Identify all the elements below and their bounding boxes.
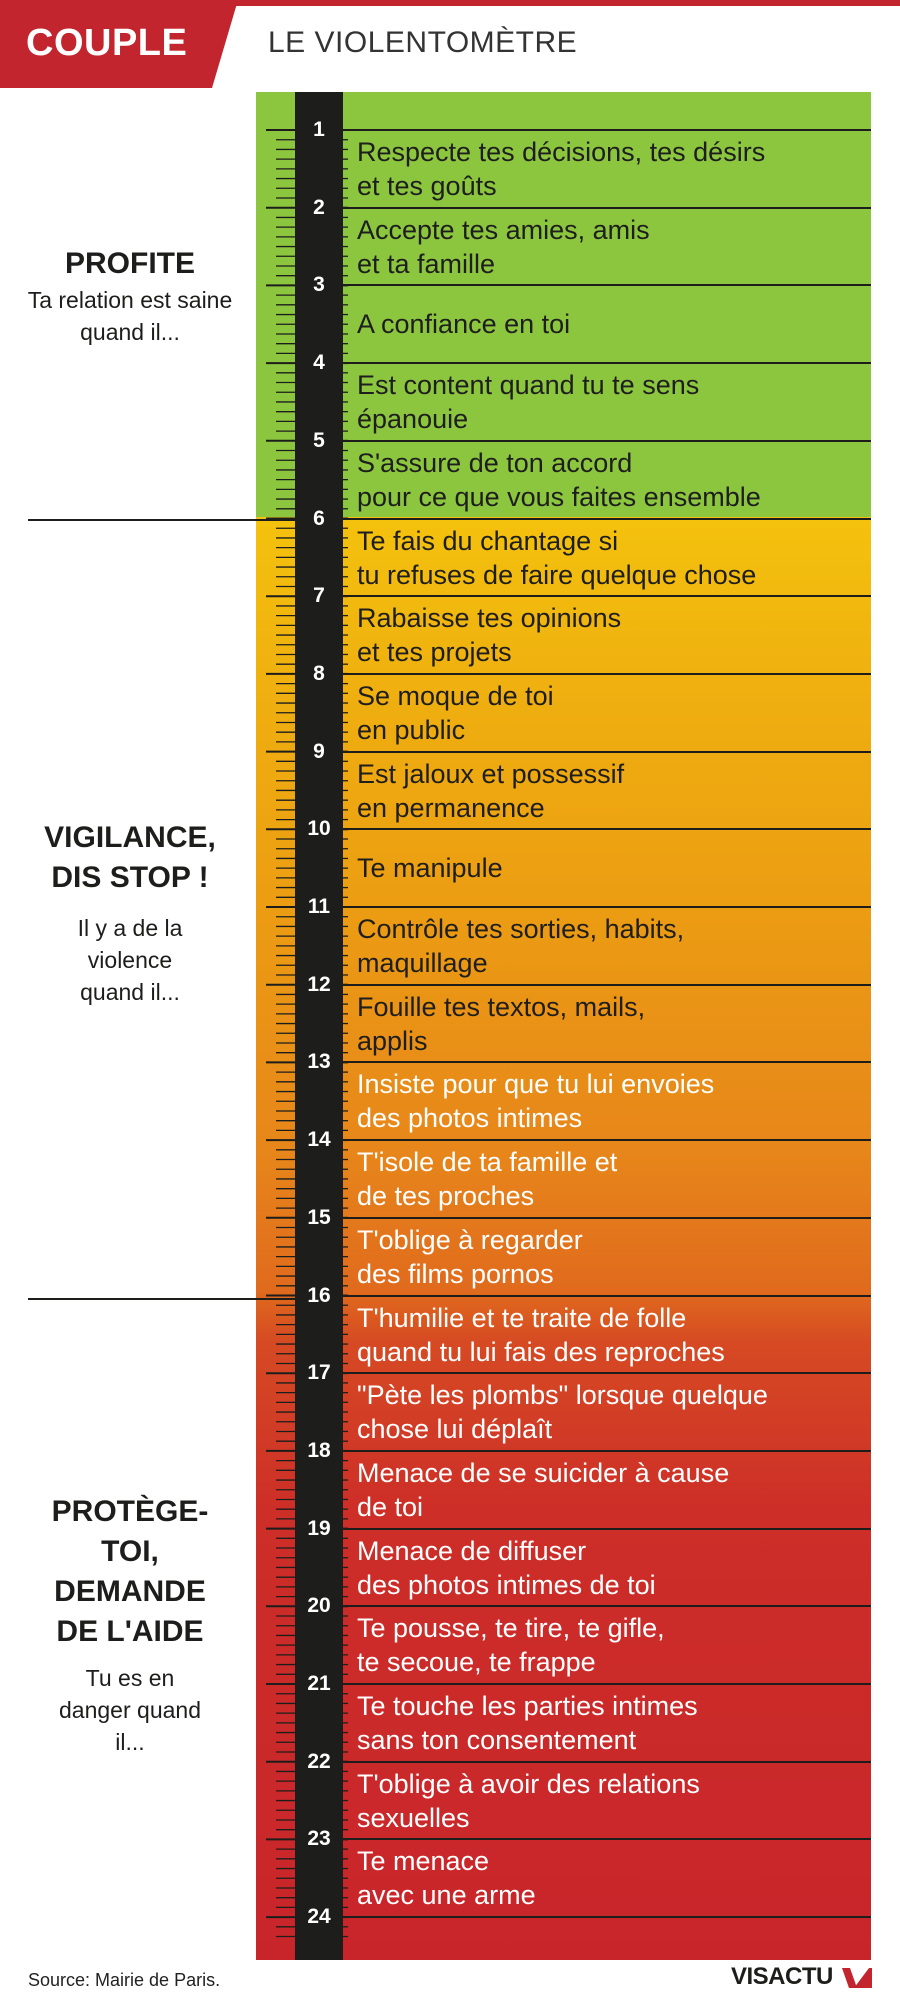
behaviour-line-1: Menace de diffuser [357,1535,587,1566]
behaviour-item [357,1611,857,1679]
item-divider [343,1295,871,1297]
behaviour-line-2: quand tu lui fais des reproches [357,1336,725,1367]
behaviour-line-2: te secoue, te frappe [357,1647,596,1678]
behaviour-item [357,851,857,885]
behaviour-line-2: pour ce que vous faites ensemble [357,481,761,512]
scale-number: 20 [307,1594,331,1618]
behaviour-item [357,1223,857,1291]
logo-text: VISACTU [730,1963,833,1990]
behaviour-line-1: S'assure de ton accord [357,447,633,478]
scale-number: 6 [313,506,325,530]
item-divider [343,673,871,675]
zone-separator [28,519,296,521]
item-divider [343,129,871,131]
behaviour-item [357,368,857,436]
behaviour-line-1: Te menace [357,1846,490,1877]
item-divider [343,1139,871,1141]
item-divider [343,1838,871,1840]
item-divider [343,207,871,209]
scale-number: 22 [307,1749,331,1773]
scale-number: 21 [307,1672,331,1695]
zone-title: PROFITE [64,247,195,280]
item-divider [343,1605,871,1607]
item-divider [343,1217,871,1219]
behaviour-item [357,1456,857,1524]
behaviour-item [357,1844,857,1912]
item-divider [343,1761,871,1763]
item-divider [343,1683,871,1685]
behaviour-line-1: Respecte tes décisions, tes désirs [357,137,766,167]
behaviour-line-2: tu refuses de faire quelque chose [357,559,757,590]
behaviour-line-1: Te pousse, te tire, te gifle, [357,1613,665,1644]
behaviour-line-2: épanouie [357,404,469,435]
behaviour-line-1: Contrôle tes sorties, habits, [357,914,685,944]
scale-number: 2 [313,195,325,219]
zone-separator [28,1298,296,1300]
item-divider [343,906,871,908]
behaviour-line-2: en permanence [357,792,545,823]
ruler-ticks-left [256,122,296,1944]
scale-number: 10 [307,817,331,841]
scale-number: 16 [307,1283,331,1307]
behaviour-item [357,135,857,203]
item-divider [343,828,871,830]
behaviour-item [357,1301,857,1369]
behaviour-line-2: des films pornos [357,1258,554,1289]
behaviour-line-1: T'isole de ta famille et [357,1147,618,1178]
zone-title: PROTÈGE-TOI, DEMANDE DE L'AIDE [51,1495,209,1648]
behaviour-line-2: avec une arme [357,1880,536,1911]
behaviour-line-1: Est jaloux et possessif [357,758,625,789]
behaviour-item [357,1378,857,1446]
behaviour-line-2: applis [357,1025,428,1056]
zone-label-vigilance [40,818,220,1008]
behaviour-line-2: maquillage [357,948,488,978]
item-divider [343,440,871,442]
behaviour-item [357,307,857,341]
behaviour-item [357,446,857,514]
behaviour-item [357,1145,857,1213]
behaviour-item [357,1534,857,1602]
page-title: LE VIOLENTOMÈTRE [268,26,578,59]
behaviour-line-2: sexuelles [357,1802,470,1833]
behaviour-line-2: des photos intimes de toi [357,1569,656,1600]
header-tag [0,0,238,88]
behaviour-line-1: A confiance en toi [357,309,571,340]
scale-number: 3 [313,273,325,297]
behaviour-line-1: Rabaisse tes opinions [357,603,622,634]
scale-number: 23 [307,1827,331,1851]
scale-number: 19 [307,1516,331,1540]
behaviour-line-1: "Pète les plombs" lorsque quelque [357,1380,768,1411]
behaviour-line-1: Insiste pour que tu lui envoies [357,1069,715,1100]
zone-subtitle: Tu es en danger quand il... [59,1665,201,1755]
scale-number: 24 [307,1905,331,1929]
scale-number: 14 [307,1128,331,1152]
behaviour-line-2: de tes proches [357,1181,535,1212]
scale-number: 13 [307,1050,331,1074]
behaviour-line-1: Fouille tes textos, mails, [357,991,646,1022]
zone-label-healthy [20,244,240,348]
behaviour-item [357,524,857,592]
behaviour-line-2: des photos intimes [357,1103,583,1134]
zone-label-danger [45,1492,215,1758]
scale-number: 8 [313,661,325,685]
scale-number: 9 [313,739,325,763]
behaviour-item [357,601,857,669]
behaviour-item [357,990,857,1058]
zone-title: VIGILANCE, DIS STOP ! [44,821,216,894]
item-divider [343,751,871,753]
behaviour-item [357,1767,857,1835]
behaviour-line-1: T'oblige à avoir des relations [357,1768,700,1799]
scale-number: 17 [307,1361,331,1385]
behaviour-item [357,757,857,825]
behaviour-line-1: Se moque de toi [357,680,554,711]
behaviour-line-2: et ta famille [357,248,496,279]
header-tag-label: COUPLE [26,22,188,64]
behaviour-line-1: Te touche les parties intimes [357,1691,698,1721]
behaviour-line-2: en public [357,714,466,745]
header-rule [228,0,900,6]
item-divider [343,1061,871,1063]
item-divider [343,595,871,597]
publisher-logo [731,1963,872,1991]
behaviour-line-2: sans ton consentement [357,1725,637,1755]
behaviour-line-2: et tes projets [357,637,512,668]
behaviour-line-1: T'humilie et te traite de folle [357,1302,687,1333]
scale-number: 12 [307,972,331,996]
item-divider [343,1372,871,1374]
item-divider [343,1450,871,1452]
item-divider [343,284,871,286]
behaviour-item [357,213,857,281]
behaviour-item [357,1689,857,1757]
behaviour-line-2: chose lui déplaît [357,1414,553,1445]
behaviour-line-1: Accepte tes amies, amis [357,214,650,245]
behaviour-line-1: Menace de se suicider à cause [357,1457,730,1488]
scale-number: 11 [307,895,331,918]
ruler-ticks-right [343,122,348,1944]
behaviour-line-1: T'oblige à regarder [357,1224,583,1255]
zone-subtitle: Il y a de la violence quand il... [77,915,183,1005]
zone-subtitle: Ta relation est saine quand il... [27,287,233,345]
logo-mark-icon [842,1966,872,1990]
scale-number: 4 [313,351,325,375]
item-divider [343,362,871,364]
item-divider [343,984,871,986]
scale-number: 18 [307,1438,331,1462]
behaviour-line-2: de toi [357,1491,424,1522]
behaviour-item [357,679,857,747]
item-divider [343,518,871,520]
scale-number: 5 [313,428,325,452]
item-divider [343,1528,871,1530]
behaviour-line-1: Te fais du chantage si [357,525,619,556]
behaviour-item [357,912,857,980]
behaviour-item [357,1067,857,1135]
behaviour-line-1: Te manipule [357,853,503,884]
item-divider [343,1916,871,1918]
scale-number: 1 [313,118,325,141]
scale-number: 7 [313,584,325,608]
scale-number: 15 [307,1205,331,1229]
behaviour-line-2: et tes goûts [357,171,497,201]
source-note: Source: Mairie de Paris. [28,1970,221,1990]
behaviour-line-1: Est content quand tu te sens [357,370,700,401]
